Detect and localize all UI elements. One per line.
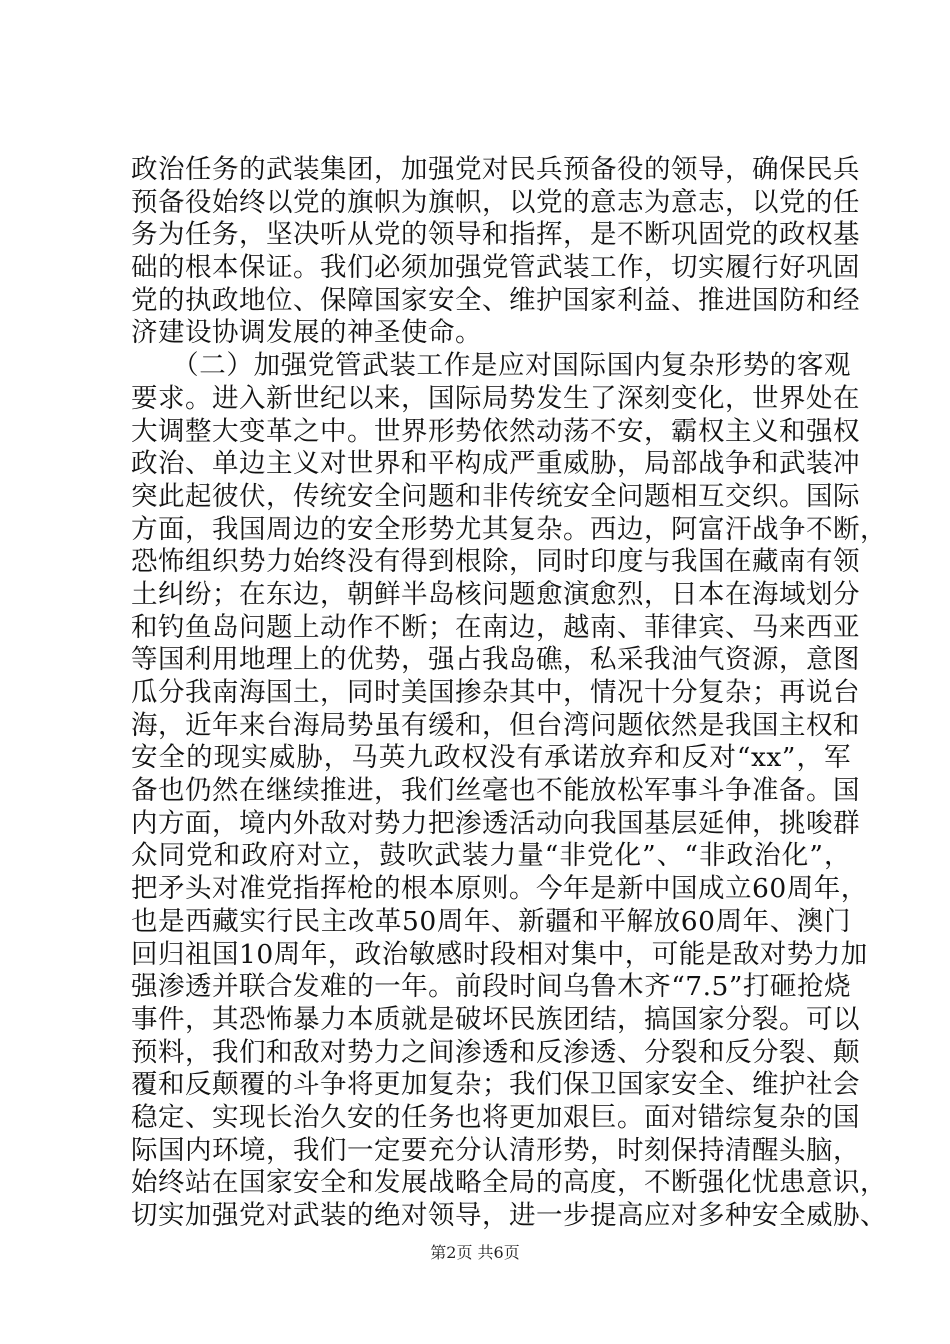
text-line: 备也仍然在继续推进，我们丝毫也不能放松军事斗争准备。国 xyxy=(131,775,860,807)
text-line: 党的执政地位、保障国家安全、维护国家利益、推进国防和经 xyxy=(131,284,860,316)
text-line: 济建设协调发展的神圣使命。 xyxy=(131,317,482,349)
text-line: 际国内环境，我们一定要充分认清形势，时刻保持清醒头脑， xyxy=(131,1134,860,1166)
text-line: 大调整大变革之中。世界形势依然动荡不安，霸权主义和强权 xyxy=(131,415,860,447)
text-line: 众同党和政府对立，鼓吹武装力量“非党化”、“非政治化”， xyxy=(131,840,851,872)
text-line: 安全的现实威胁，马英九政权没有承诺放弃和反对“xx”，军 xyxy=(131,742,851,774)
text-line: 政治任务的武装集团，加强党对民兵预备役的领导，确保民兵 xyxy=(131,154,860,185)
page-footer: 第2页 共6页 xyxy=(430,1243,520,1262)
text-line: 强渗透并联合发难的一年。前段时间乌鲁木齐“7.5”打砸抢烧 xyxy=(131,971,851,1003)
text-line: 务为任务，坚决听从党的领导和指挥，是不断巩固党的政权基 xyxy=(131,219,860,251)
text-line: 把矛头对准党指挥枪的根本原则。今年是新中国成立60周年， xyxy=(131,873,868,905)
text-line: 方面，我国周边的安全形势尤其复杂。西边，阿富汗战争不断， xyxy=(131,513,887,545)
text-line: （二）加强党管武装工作是应对国际国内复杂形势的客观 xyxy=(131,350,851,382)
text-line: 要求。进入新世纪以来，国际局势发生了深刻变化，世界处在 xyxy=(131,382,860,414)
text-line: 政治、单边主义对世界和平构成严重威胁，局部战争和武装冲 xyxy=(131,448,860,480)
text-line: 预料，我们和敌对势力之间渗透和反渗透、分裂和反分裂、颠 xyxy=(131,1036,860,1068)
text-line: 切实加强党对武装的绝对领导，进一步提高应对多种安全威胁、 xyxy=(131,1200,887,1231)
text-line: 覆和反颠覆的斗争将更加复杂；我们保卫国家安全、维护社会 xyxy=(131,1069,860,1101)
text-line: 等国利用地理上的优势，强占我岛礁，私采我油气资源，意图 xyxy=(131,644,860,676)
text-line: 土纠纷；在东边，朝鲜半岛核问题愈演愈烈，日本在海域划分 xyxy=(131,578,860,610)
text-line: 瓜分我南海国土，同时美国掺杂其中，情况十分复杂；再说台 xyxy=(131,677,860,708)
text-line: 预备役始终以党的旗帜为旗帜，以党的意志为意志，以党的任 xyxy=(131,186,860,218)
text-line: 础的根本保证。我们必须加强党管武装工作，切实履行好巩固 xyxy=(131,252,860,284)
text-line: 也是西藏实行民主改革50周年、新疆和平解放60周年、澳门 xyxy=(131,905,851,937)
text-line: 回归祖国10周年，政治敏感时段相对集中，可能是敌对势力加 xyxy=(131,938,868,970)
body-text xyxy=(131,154,887,1233)
text-line: 和钓鱼岛问题上动作不断；在南边，越南、菲律宾、马来西亚 xyxy=(131,611,860,643)
text-line: 恐怖组织势力始终没有得到根除，同时印度与我国在藏南有领 xyxy=(131,546,860,578)
text-line: 稳定、实现长治久安的任务也将更加艰巨。面对错综复杂的国 xyxy=(131,1101,860,1133)
text-line: 突此起彼伏，传统安全问题和非传统安全问题相互交织。国际 xyxy=(131,480,860,512)
text-line: 海，近年来台海局势虽有缓和，但台湾问题依然是我国主权和 xyxy=(131,709,860,741)
text-line: 事件，其恐怖暴力本质就是破坏民族团结，搞国家分裂。可以 xyxy=(131,1003,860,1035)
text-line: 内方面，境内外敌对势力把渗透活动向我国基层延伸，挑唆群 xyxy=(131,807,860,839)
text-line: 始终站在国家安全和发展战略全局的高度，不断强化忧患意识， xyxy=(131,1167,887,1199)
